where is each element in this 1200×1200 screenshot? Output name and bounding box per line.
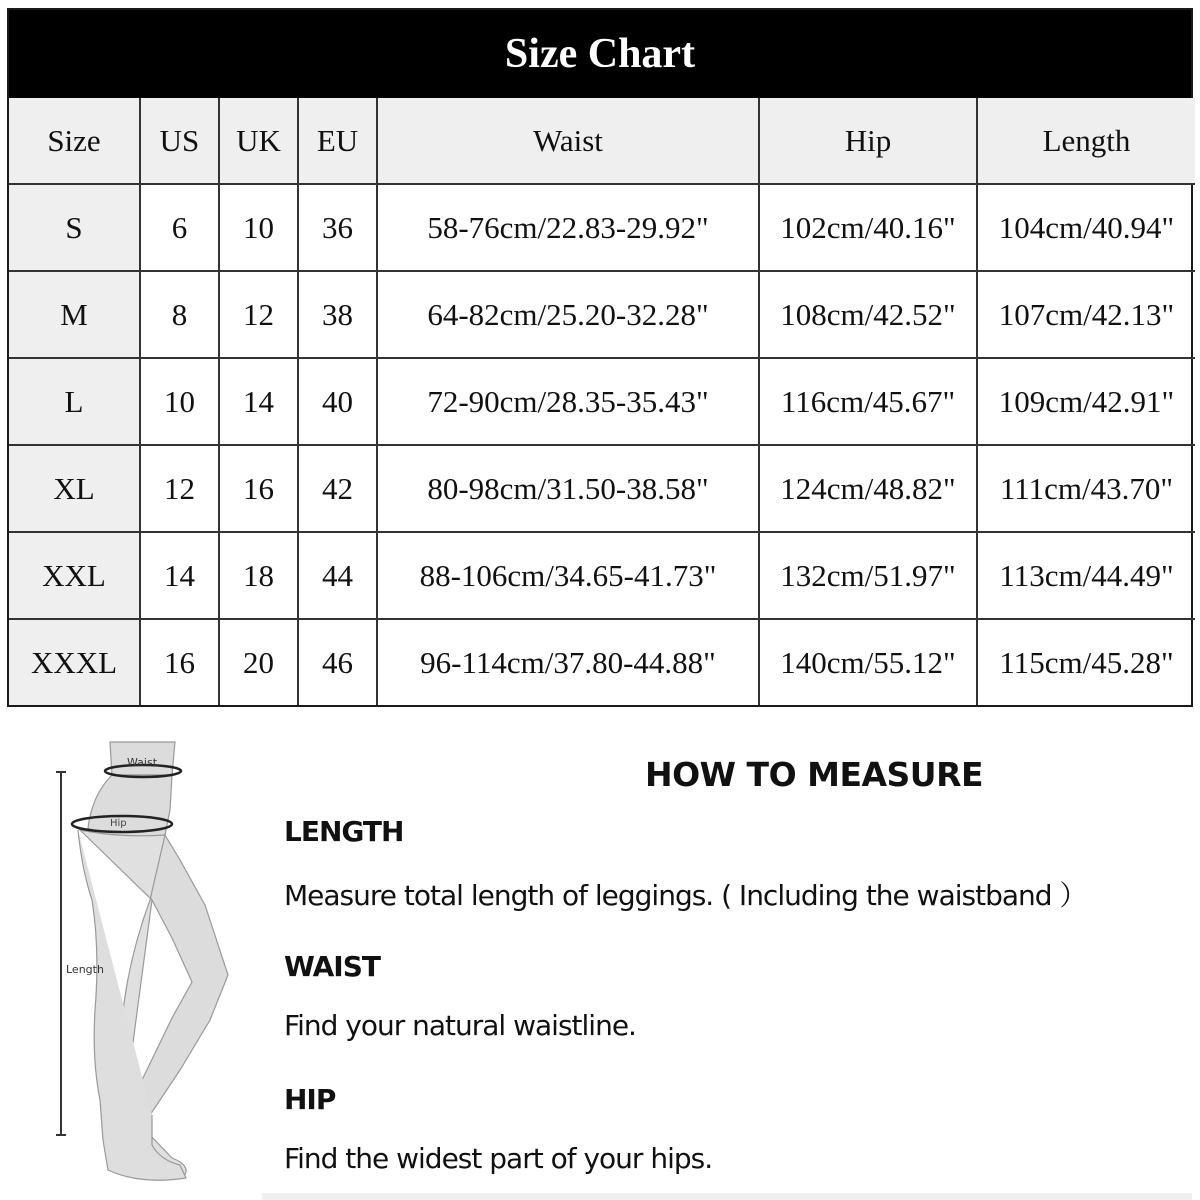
cell-size: XL bbox=[9, 445, 140, 532]
cell-hip: 102cm/40.16" bbox=[759, 184, 977, 271]
cell-us: 14 bbox=[140, 532, 219, 619]
cell-length: 107cm/42.13" bbox=[977, 271, 1195, 358]
cell-us: 8 bbox=[140, 271, 219, 358]
how-to-measure-title: HOW TO MEASURE bbox=[645, 755, 984, 794]
cell-us: 10 bbox=[140, 358, 219, 445]
cell-waist: 64-82cm/25.20-32.28" bbox=[377, 271, 759, 358]
table-row bbox=[9, 619, 1195, 705]
cell-uk: 20 bbox=[219, 619, 298, 705]
cell-hip: 108cm/42.52" bbox=[759, 271, 977, 358]
column-header-size: Size bbox=[9, 98, 140, 184]
hip-heading: HIP bbox=[284, 1083, 336, 1116]
cell-us: 12 bbox=[140, 445, 219, 532]
leg-silhouette-icon bbox=[78, 742, 228, 1180]
table-row bbox=[9, 271, 1195, 358]
cell-waist: 80-98cm/31.50-38.58" bbox=[377, 445, 759, 532]
column-header-eu: EU bbox=[298, 98, 377, 184]
table-header-row bbox=[9, 98, 1195, 184]
column-header-length: Length bbox=[977, 98, 1195, 184]
column-header-uk: UK bbox=[219, 98, 298, 184]
cell-size: L bbox=[9, 358, 140, 445]
cell-waist: 88-106cm/34.65-41.73" bbox=[377, 532, 759, 619]
waist-heading: WAIST bbox=[284, 950, 380, 983]
cell-eu: 44 bbox=[298, 532, 377, 619]
cell-length: 115cm/45.28" bbox=[977, 619, 1195, 705]
cell-us: 16 bbox=[140, 619, 219, 705]
cell-uk: 18 bbox=[219, 532, 298, 619]
column-header-waist: Waist bbox=[377, 98, 759, 184]
bottom-divider bbox=[262, 1193, 1192, 1200]
table-row bbox=[9, 358, 1195, 445]
cell-length: 111cm/43.70" bbox=[977, 445, 1195, 532]
cell-eu: 42 bbox=[298, 445, 377, 532]
figure-label-waist: Waist bbox=[127, 756, 158, 769]
cell-hip: 124cm/48.82" bbox=[759, 445, 977, 532]
cell-eu: 38 bbox=[298, 271, 377, 358]
cell-us: 6 bbox=[140, 184, 219, 271]
cell-hip: 132cm/51.97" bbox=[759, 532, 977, 619]
cell-size: S bbox=[9, 184, 140, 271]
cell-waist: 58-76cm/22.83-29.92" bbox=[377, 184, 759, 271]
cell-eu: 36 bbox=[298, 184, 377, 271]
length-line-icon bbox=[56, 772, 66, 1135]
column-header-hip: Hip bbox=[759, 98, 977, 184]
cell-length: 104cm/40.94" bbox=[977, 184, 1195, 271]
cell-size: XXXL bbox=[9, 619, 140, 705]
cell-uk: 14 bbox=[219, 358, 298, 445]
cell-eu: 40 bbox=[298, 358, 377, 445]
cell-hip: 140cm/55.12" bbox=[759, 619, 977, 705]
cell-size: M bbox=[9, 271, 140, 358]
waist-instruction: Find your natural waistline. bbox=[284, 1009, 636, 1042]
column-header-us: US bbox=[140, 98, 219, 184]
table-row bbox=[9, 445, 1195, 532]
hip-instruction: Find the widest part of your hips. bbox=[284, 1142, 713, 1175]
length-heading: LENGTH bbox=[284, 815, 404, 848]
leggings-measurement-figure bbox=[0, 720, 260, 1200]
cell-uk: 12 bbox=[219, 271, 298, 358]
cell-uk: 16 bbox=[219, 445, 298, 532]
size-table bbox=[9, 98, 1195, 705]
cell-size: XXL bbox=[9, 532, 140, 619]
cell-waist: 72-90cm/28.35-35.43" bbox=[377, 358, 759, 445]
cell-waist: 96-114cm/37.80-44.88" bbox=[377, 619, 759, 705]
length-instruction: Measure total length of leggings. ( Including the waistband ） bbox=[284, 879, 1087, 912]
cell-length: 113cm/44.49" bbox=[977, 532, 1195, 619]
size-chart-title: Size Chart bbox=[9, 10, 1191, 98]
figure-label-hip: Hip bbox=[110, 818, 127, 829]
cell-eu: 46 bbox=[298, 619, 377, 705]
cell-uk: 10 bbox=[219, 184, 298, 271]
cell-length: 109cm/42.91" bbox=[977, 358, 1195, 445]
cell-hip: 116cm/45.67" bbox=[759, 358, 977, 445]
size-chart bbox=[7, 8, 1193, 707]
table-row bbox=[9, 532, 1195, 619]
figure-label-length: Length bbox=[66, 963, 104, 976]
table-row bbox=[9, 184, 1195, 271]
